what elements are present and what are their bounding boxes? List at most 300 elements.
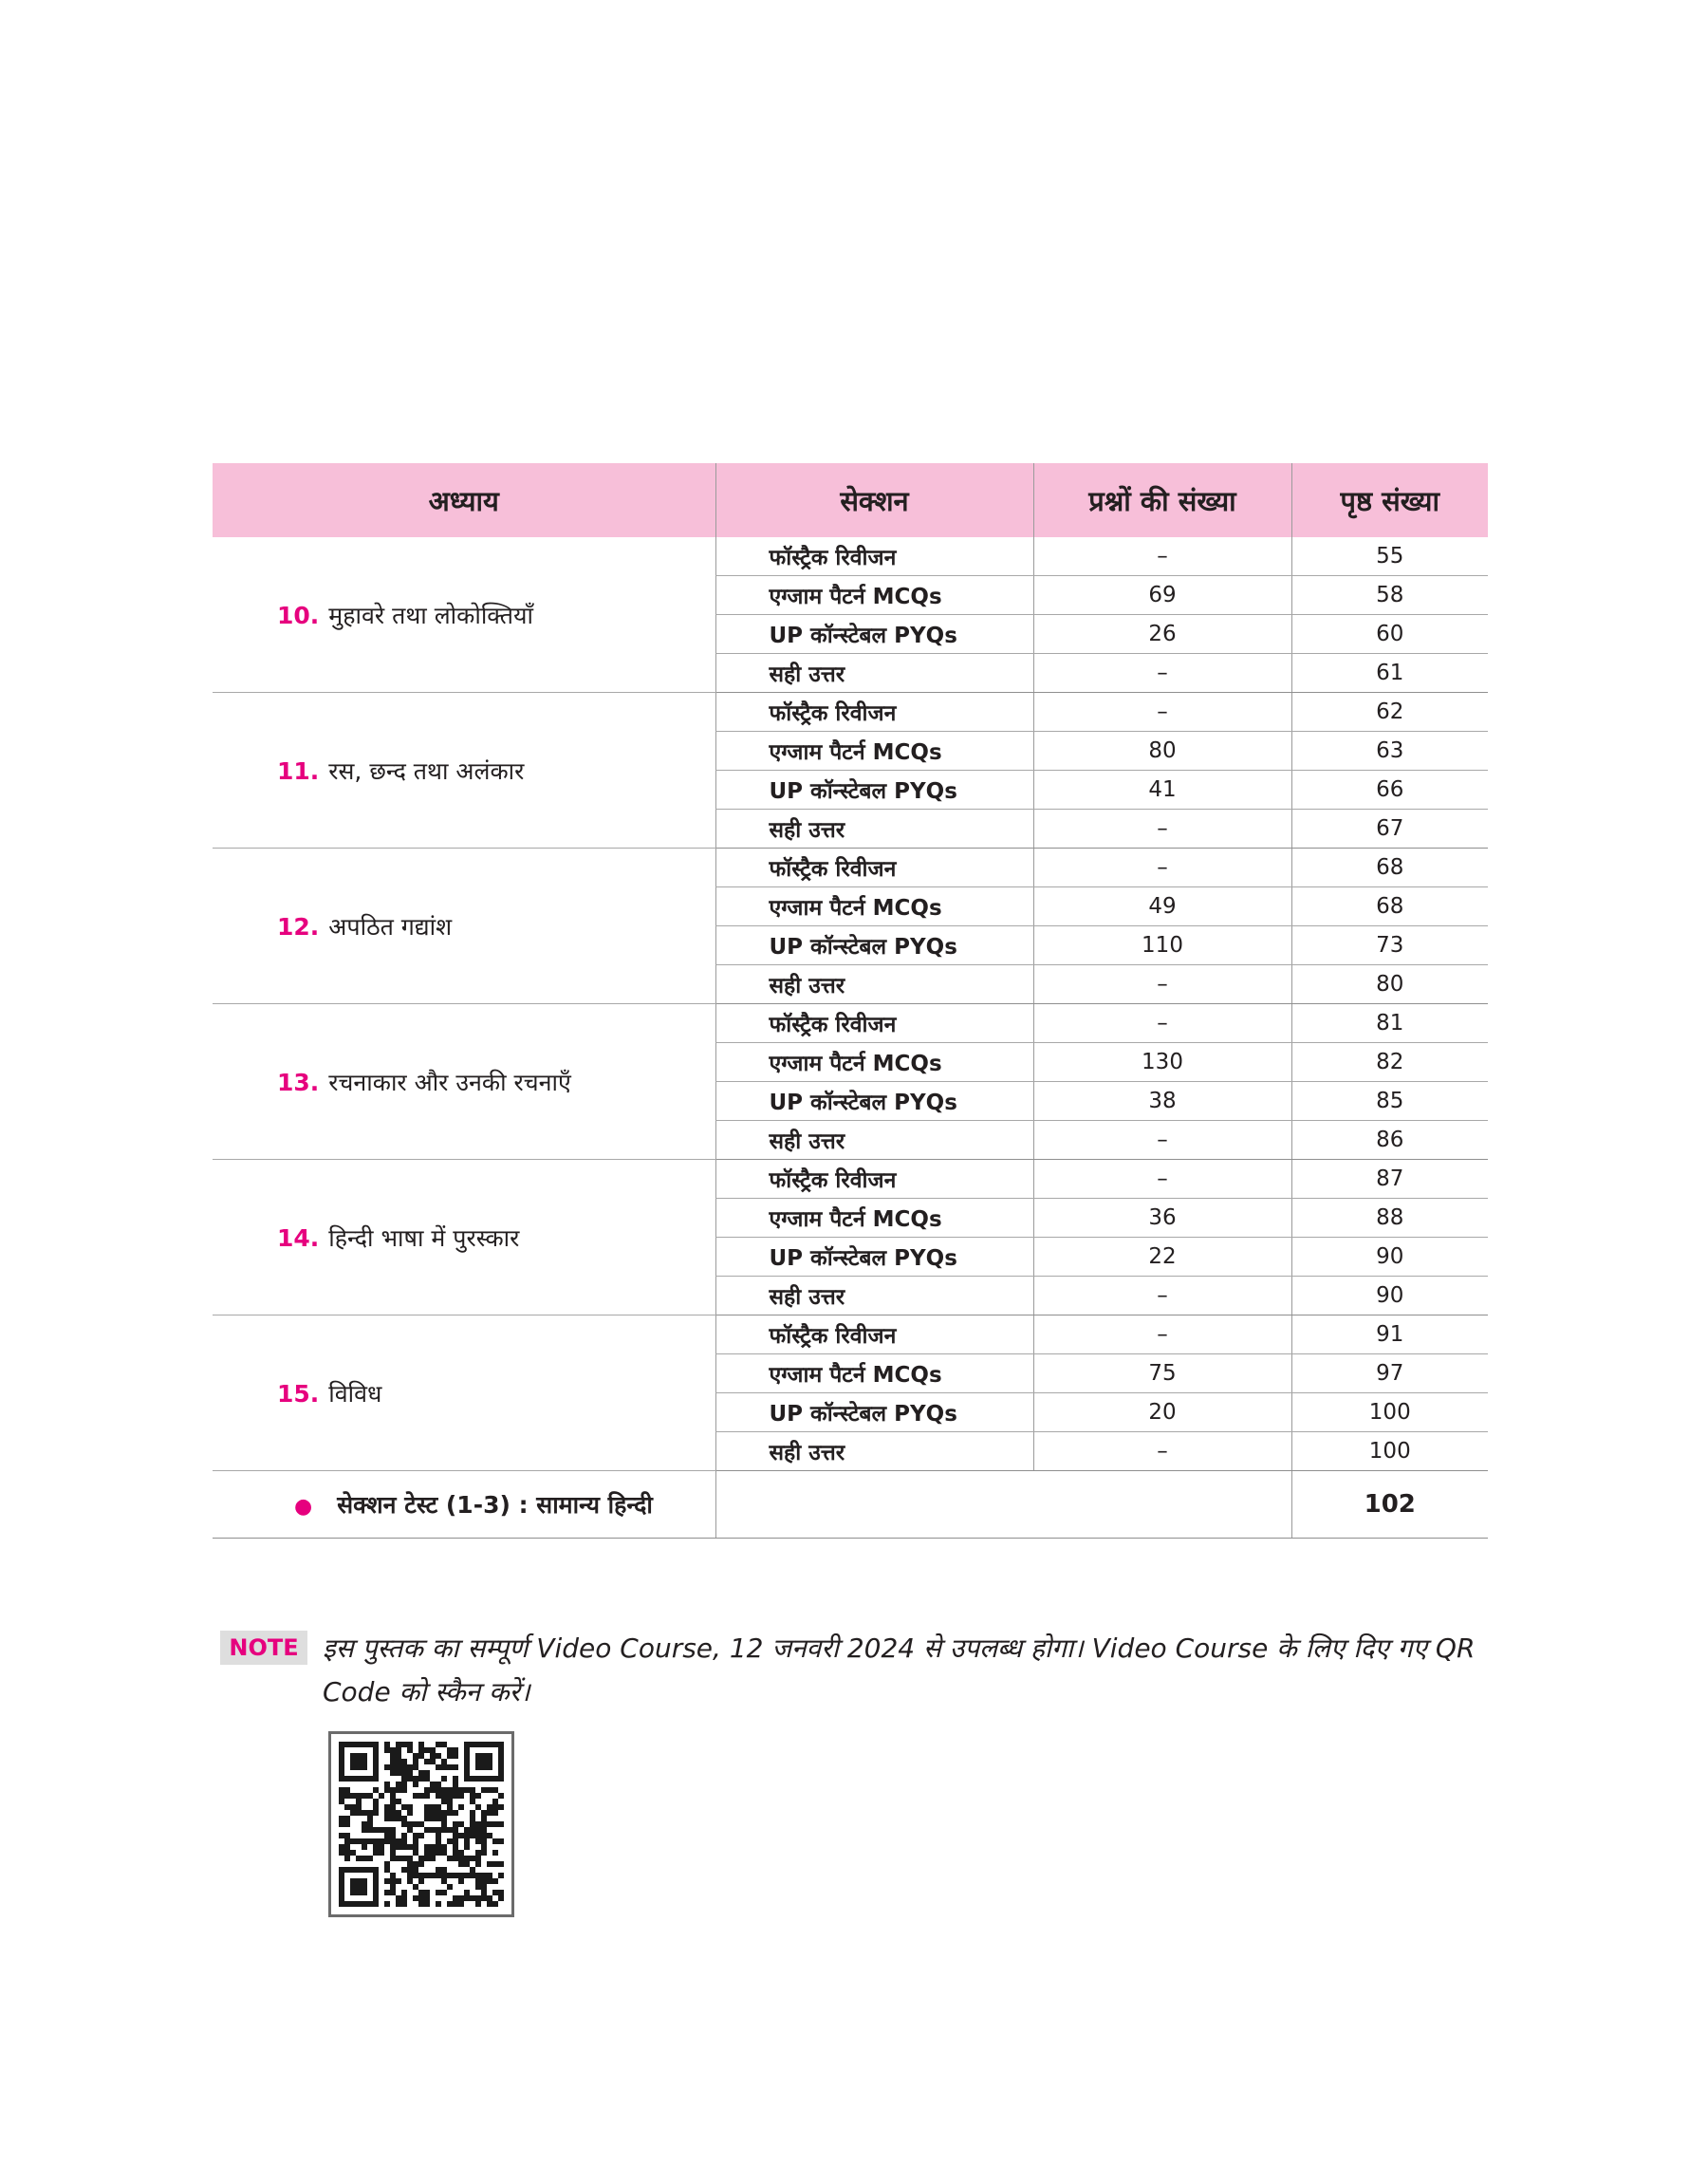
qr-module — [401, 1782, 407, 1787]
header-question-count: प्रश्नों की संख्या — [1033, 463, 1291, 537]
qr-module — [436, 1787, 441, 1793]
qr-module — [441, 1793, 447, 1799]
qr-module — [396, 1901, 401, 1907]
qr-module — [453, 1764, 458, 1770]
chapter-number: 15. — [277, 1379, 320, 1408]
qr-module — [430, 1827, 436, 1833]
qr-module — [390, 1890, 396, 1895]
page-number: 68 — [1291, 849, 1488, 887]
qr-module — [401, 1890, 407, 1895]
qr-module — [413, 1895, 418, 1901]
question-count: 22 — [1033, 1238, 1291, 1277]
qr-module — [418, 1890, 424, 1895]
qr-module — [441, 1816, 447, 1821]
qr-module — [407, 1821, 413, 1827]
qr-module — [458, 1793, 464, 1799]
qr-module — [458, 1833, 464, 1838]
qr-module — [430, 1753, 436, 1759]
qr-module — [475, 1901, 481, 1907]
qr-module — [447, 1753, 453, 1759]
qr-module — [396, 1770, 401, 1776]
qr-module — [447, 1873, 453, 1878]
qr-module — [344, 1816, 350, 1821]
qr-module — [373, 1787, 379, 1793]
qr-module — [418, 1861, 424, 1867]
qr-module — [367, 1816, 373, 1821]
qr-module — [447, 1787, 453, 1793]
bullet-icon: ● — [294, 1495, 313, 1519]
qr-module — [436, 1753, 441, 1759]
qr-module — [436, 1810, 441, 1816]
page-number: 100 — [1291, 1432, 1488, 1471]
qr-module — [475, 1821, 481, 1827]
qr-module — [401, 1742, 407, 1747]
page-number: 85 — [1291, 1082, 1488, 1121]
chapter-title[interactable]: विविध — [328, 1379, 382, 1408]
qr-module — [453, 1844, 458, 1850]
qr-module — [430, 1873, 436, 1878]
qr-module — [339, 1844, 344, 1850]
qr-module — [413, 1782, 418, 1787]
qr-module — [373, 1827, 379, 1833]
qr-module — [487, 1821, 492, 1827]
qr-module — [407, 1810, 413, 1816]
qr-module — [453, 1810, 458, 1816]
qr-module — [436, 1742, 441, 1747]
qr-module — [464, 1856, 470, 1861]
chapter-number: 13. — [277, 1068, 320, 1096]
chapter-cell — [213, 849, 715, 1004]
qr-module — [390, 1759, 396, 1764]
qr-module — [430, 1850, 436, 1856]
qr-module — [367, 1856, 373, 1861]
qr-module — [441, 1799, 447, 1804]
qr-module — [441, 1844, 447, 1850]
qr-module — [470, 1856, 475, 1861]
qr-module — [413, 1861, 418, 1867]
page-number: 88 — [1291, 1199, 1488, 1238]
qr-module — [413, 1793, 418, 1799]
qr-module — [458, 1901, 464, 1907]
qr-module — [436, 1764, 441, 1770]
qr-module — [373, 1804, 379, 1810]
question-count: – — [1033, 693, 1291, 732]
qr-module — [458, 1787, 464, 1793]
question-count: 26 — [1033, 615, 1291, 654]
qr-module — [390, 1833, 396, 1838]
question-count: – — [1033, 849, 1291, 887]
section-name: फॉस्ट्रैक रिवीजन — [715, 1160, 1033, 1199]
qr-module — [424, 1844, 430, 1850]
qr-module — [424, 1816, 430, 1821]
qr-module — [492, 1861, 498, 1867]
qr-module — [453, 1782, 458, 1787]
qr-module — [401, 1901, 407, 1907]
qr-module — [475, 1884, 481, 1890]
chapter-title[interactable]: रस, छन्द तथा अलंकार — [328, 756, 525, 785]
qr-module — [453, 1753, 458, 1759]
qr-module — [344, 1850, 350, 1856]
qr-module — [413, 1884, 418, 1890]
qr-module — [396, 1838, 401, 1844]
qr-module — [413, 1764, 418, 1770]
qr-module — [373, 1850, 379, 1856]
question-count: 110 — [1033, 926, 1291, 965]
qr-module — [492, 1810, 498, 1816]
section-test-cell — [213, 1471, 715, 1539]
qr-module — [401, 1895, 407, 1901]
qr-module — [453, 1873, 458, 1878]
qr-module — [464, 1895, 470, 1901]
qr-module — [362, 1793, 367, 1799]
qr-module — [379, 1850, 384, 1856]
section-name: सही उत्तर — [715, 810, 1033, 849]
qr-module — [447, 1747, 453, 1753]
section-name: एग्जाम पैटर्न MCQs — [715, 1043, 1033, 1082]
qr-module — [458, 1878, 464, 1884]
qr-module — [487, 1810, 492, 1816]
qr-module — [384, 1810, 390, 1816]
qr-module — [498, 1873, 504, 1878]
qr-module — [384, 1890, 390, 1895]
qr-code[interactable] — [328, 1731, 514, 1917]
qr-module — [344, 1804, 350, 1810]
qr-module — [339, 1816, 344, 1821]
qr-module — [401, 1764, 407, 1770]
qr-module — [441, 1810, 447, 1816]
question-count: – — [1033, 1277, 1291, 1315]
qr-module — [396, 1753, 401, 1759]
qr-module — [441, 1890, 447, 1895]
qr-module — [413, 1776, 418, 1782]
qr-module — [418, 1895, 424, 1901]
section-name: फॉस्ट्रैक रिवीजन — [715, 537, 1033, 576]
question-count: – — [1033, 1432, 1291, 1471]
qr-module — [362, 1827, 367, 1833]
page-number: 62 — [1291, 693, 1488, 732]
qr-module — [453, 1827, 458, 1833]
qr-module — [424, 1873, 430, 1878]
chapter-cell — [213, 693, 715, 849]
qr-module — [344, 1821, 350, 1827]
section-name: फॉस्ट्रैक रिवीजन — [715, 693, 1033, 732]
qr-module — [407, 1861, 413, 1867]
page-number: 90 — [1291, 1277, 1488, 1315]
question-count: – — [1033, 1121, 1291, 1160]
qr-module — [413, 1844, 418, 1850]
question-count: – — [1033, 1004, 1291, 1043]
qr-module — [339, 1833, 344, 1838]
chapter-title[interactable]: मुहावरे तथा लोकोक्तियाँ — [328, 601, 533, 629]
qr-module — [453, 1901, 458, 1907]
qr-module — [401, 1856, 407, 1861]
question-count: 36 — [1033, 1199, 1291, 1238]
qr-module — [418, 1821, 424, 1827]
qr-module — [362, 1821, 367, 1827]
qr-module — [390, 1787, 396, 1793]
table-row — [213, 1004, 1488, 1043]
chapter-title[interactable]: रचनाकार और उनकी रचनाएँ — [328, 1068, 571, 1096]
section-name: UP कॉन्स्टेबल PYQs — [715, 926, 1033, 965]
qr-module — [475, 1833, 481, 1838]
qr-module — [344, 1844, 350, 1850]
qr-module — [487, 1861, 492, 1867]
chapter-number: 10. — [277, 601, 320, 629]
qr-module — [384, 1787, 390, 1793]
qr-module — [470, 1793, 475, 1799]
qr-module — [390, 1878, 396, 1884]
qr-module — [407, 1844, 413, 1850]
qr-module — [492, 1804, 498, 1810]
qr-module — [407, 1747, 413, 1753]
qr-module — [481, 1816, 487, 1821]
page-number: 63 — [1291, 732, 1488, 771]
qr-module — [436, 1850, 441, 1856]
qr-module — [492, 1838, 498, 1844]
question-count: – — [1033, 537, 1291, 576]
qr-module — [430, 1782, 436, 1787]
page-number: 60 — [1291, 615, 1488, 654]
note-text: इस पुस्तक का सम्पूर्ण Video Course, 12 जनवरी 2024 से उपलब्ध होगा। Video Course के लिए दिए गए QR Code को स्कैन करें। — [323, 1633, 1476, 1707]
table-row — [213, 1315, 1488, 1354]
section-test-row — [213, 1471, 1488, 1539]
section-name: एग्जाम पैटर्न MCQs — [715, 1354, 1033, 1393]
chapter-cell — [213, 1004, 715, 1160]
qr-module — [424, 1793, 430, 1799]
qr-module — [441, 1850, 447, 1856]
qr-module — [407, 1867, 413, 1873]
qr-module — [401, 1838, 407, 1844]
qr-module — [356, 1804, 362, 1810]
qr-module — [396, 1787, 401, 1793]
qr-module — [390, 1810, 396, 1816]
page-number: 97 — [1291, 1354, 1488, 1393]
qr-module — [430, 1747, 436, 1753]
qr-module — [401, 1844, 407, 1850]
qr-module — [447, 1856, 453, 1861]
qr-module — [430, 1810, 436, 1816]
qr-module — [447, 1764, 453, 1770]
qr-module — [396, 1799, 401, 1804]
section-test-page: 102 — [1291, 1471, 1488, 1539]
qr-module — [475, 1856, 481, 1861]
qr-module — [424, 1759, 430, 1764]
qr-module — [453, 1776, 458, 1782]
section-name: फॉस्ट्रैक रिवीजन — [715, 1004, 1033, 1043]
qr-module — [356, 1838, 362, 1844]
qr-module — [436, 1867, 441, 1873]
qr-module — [441, 1878, 447, 1884]
qr-module — [436, 1833, 441, 1838]
page-number: 55 — [1291, 537, 1488, 576]
qr-module — [424, 1787, 430, 1793]
qr-module — [418, 1901, 424, 1907]
qr-module — [413, 1753, 418, 1759]
chapter-cell — [213, 537, 715, 693]
qr-module — [350, 1804, 356, 1810]
section-name: सही उत्तर — [715, 965, 1033, 1004]
question-count: 75 — [1033, 1354, 1291, 1393]
qr-module — [492, 1799, 498, 1804]
section-name: सही उत्तर — [715, 1121, 1033, 1160]
qr-module — [367, 1838, 373, 1844]
qr-module — [418, 1856, 424, 1861]
qr-module — [447, 1804, 453, 1810]
qr-module — [390, 1844, 396, 1850]
qr-module — [447, 1827, 453, 1833]
qr-module — [407, 1764, 413, 1770]
qr-module — [401, 1804, 407, 1810]
qr-module — [344, 1856, 350, 1861]
qr-module — [362, 1844, 367, 1850]
table-row — [213, 537, 1488, 576]
qr-module — [396, 1816, 401, 1821]
section-name: एग्जाम पैटर्न MCQs — [715, 1199, 1033, 1238]
qr-module — [367, 1821, 373, 1827]
qr-module — [424, 1856, 430, 1861]
qr-module — [362, 1856, 367, 1861]
qr-module — [424, 1901, 430, 1907]
qr-module — [436, 1844, 441, 1850]
qr-module — [481, 1878, 487, 1884]
qr-module — [464, 1787, 470, 1793]
qr-module — [498, 1838, 504, 1844]
qr-module — [396, 1895, 401, 1901]
qr-module — [424, 1850, 430, 1856]
qr-module — [384, 1901, 390, 1907]
section-test-label[interactable]: सेक्शन टेस्ट (1-3) : सामान्य हिन्दी — [337, 1491, 653, 1519]
page-number: 58 — [1291, 576, 1488, 615]
qr-module — [453, 1838, 458, 1844]
qr-module — [379, 1844, 384, 1850]
qr-module — [498, 1890, 504, 1895]
qr-module — [373, 1810, 379, 1816]
qr-module — [481, 1787, 487, 1793]
qr-module — [390, 1838, 396, 1844]
qr-module — [401, 1770, 407, 1776]
qr-module — [424, 1776, 430, 1782]
qr-module — [350, 1810, 356, 1816]
qr-module — [498, 1895, 504, 1901]
qr-module — [339, 1787, 344, 1793]
qr-module — [470, 1799, 475, 1804]
qr-module — [390, 1764, 396, 1770]
qr-module — [390, 1753, 396, 1759]
qr-module — [475, 1878, 481, 1884]
qr-module — [362, 1810, 367, 1816]
qr-module — [407, 1742, 413, 1747]
qr-module — [447, 1838, 453, 1844]
qr-module — [390, 1793, 396, 1799]
qr-module — [470, 1867, 475, 1873]
table-row — [213, 693, 1488, 732]
table-row — [213, 1160, 1488, 1199]
qr-module — [418, 1770, 424, 1776]
qr-module — [344, 1833, 350, 1838]
page-number: 82 — [1291, 1043, 1488, 1082]
qr-module — [379, 1838, 384, 1844]
qr-module — [384, 1861, 390, 1867]
page-number: 100 — [1291, 1393, 1488, 1432]
section-name: UP कॉन्स्टेबल PYQs — [715, 771, 1033, 810]
qr-module — [344, 1793, 350, 1799]
qr-module — [373, 1838, 379, 1844]
qr-module — [373, 1844, 379, 1850]
qr-module — [401, 1867, 407, 1873]
chapter-number: 11. — [277, 756, 320, 785]
qr-module — [413, 1873, 418, 1878]
qr-module — [441, 1759, 447, 1764]
qr-module — [453, 1793, 458, 1799]
qr-module — [436, 1901, 441, 1907]
qr-module — [487, 1873, 492, 1878]
page-number: 68 — [1291, 887, 1488, 926]
qr-module — [424, 1827, 430, 1833]
qr-module — [413, 1867, 418, 1873]
qr-module — [481, 1884, 487, 1890]
page-number: 87 — [1291, 1160, 1488, 1199]
question-count: 20 — [1033, 1393, 1291, 1432]
qr-module — [487, 1878, 492, 1884]
qr-module — [418, 1747, 424, 1753]
qr-module — [384, 1742, 390, 1747]
question-count: – — [1033, 810, 1291, 849]
qr-module — [475, 1793, 481, 1799]
qr-module — [470, 1895, 475, 1901]
qr-module — [487, 1895, 492, 1901]
section-name: एग्जाम पैटर्न MCQs — [715, 887, 1033, 926]
qr-module — [430, 1804, 436, 1810]
qr-module — [458, 1821, 464, 1827]
chapter-title[interactable]: हिन्दी भाषा में पुरस्कार — [328, 1223, 520, 1252]
qr-module — [396, 1810, 401, 1816]
qr-module — [384, 1764, 390, 1770]
question-count: 130 — [1033, 1043, 1291, 1082]
qr-module — [407, 1804, 413, 1810]
contents-table — [213, 463, 1488, 1539]
qr-module — [413, 1833, 418, 1838]
qr-module — [436, 1816, 441, 1821]
qr-module — [407, 1856, 413, 1861]
qr-module — [430, 1856, 436, 1861]
qr-module — [413, 1838, 418, 1844]
section-name: UP कॉन्स्टेबल PYQs — [715, 615, 1033, 654]
header-page-number: पृष्ठ संख्या — [1291, 463, 1488, 537]
qr-module — [458, 1804, 464, 1810]
chapter-number: 12. — [277, 912, 320, 941]
qr-module — [464, 1873, 470, 1878]
section-name: सही उत्तर — [715, 1432, 1033, 1471]
qr-module — [424, 1890, 430, 1895]
qr-module — [498, 1821, 504, 1827]
qr-module — [441, 1873, 447, 1878]
qr-module — [436, 1873, 441, 1878]
page-number: 86 — [1291, 1121, 1488, 1160]
qr-code-pattern — [331, 1734, 511, 1914]
qr-module — [418, 1873, 424, 1878]
chapter-title[interactable]: अपठित गद्यांश — [328, 912, 453, 941]
section-name: फॉस्ट्रैक रिवीजन — [715, 1315, 1033, 1354]
qr-module — [418, 1833, 424, 1838]
qr-module — [464, 1838, 470, 1844]
qr-module — [384, 1747, 390, 1753]
qr-module — [441, 1764, 447, 1770]
qr-module — [418, 1793, 424, 1799]
qr-module — [390, 1873, 396, 1878]
table-body — [213, 537, 1488, 1539]
qr-module — [344, 1838, 350, 1844]
qr-module — [453, 1856, 458, 1861]
